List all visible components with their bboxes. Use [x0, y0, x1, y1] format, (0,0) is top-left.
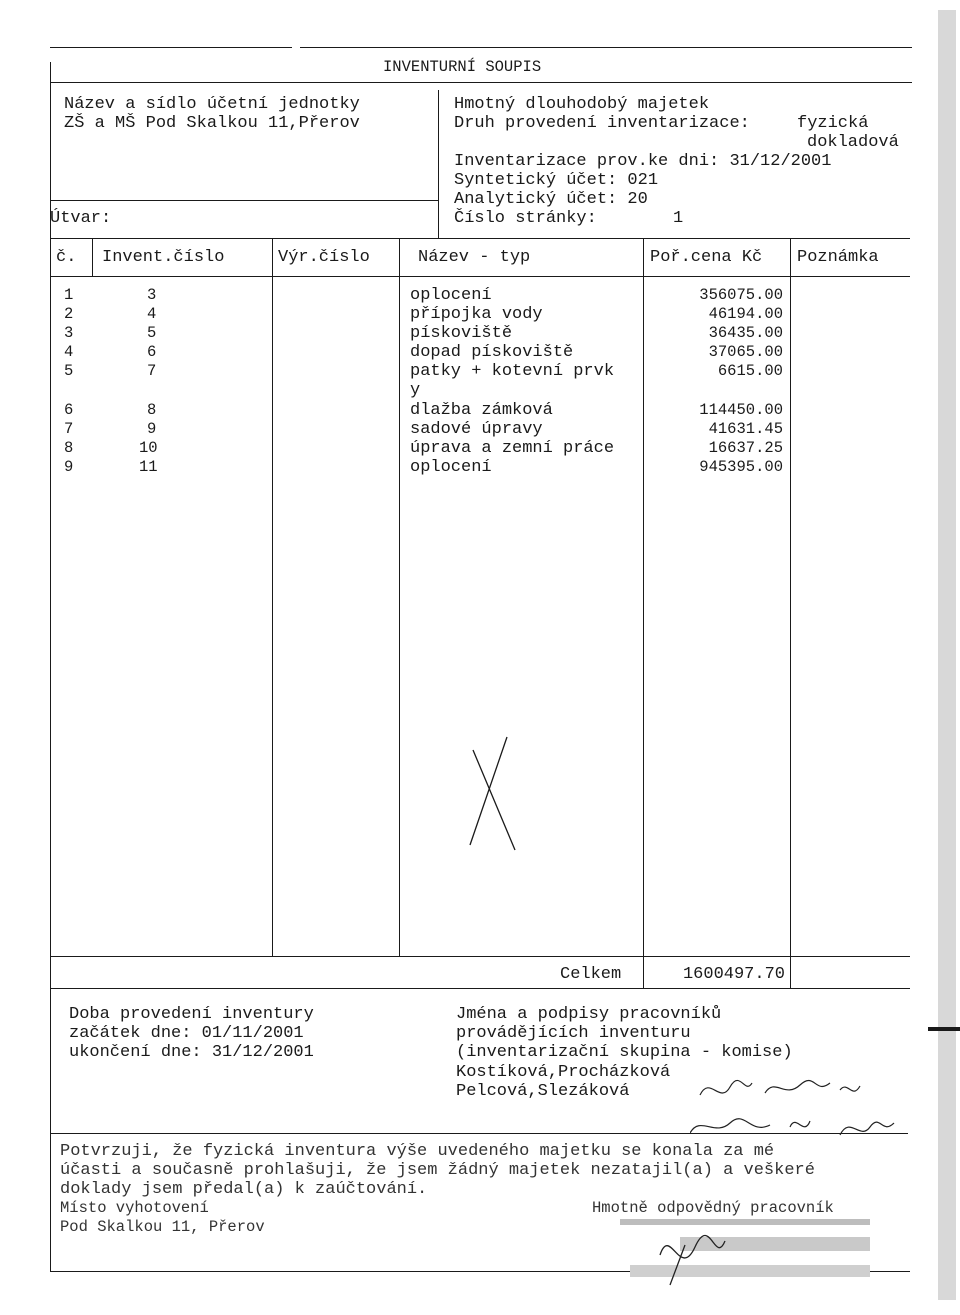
row-inventory-number: 7 — [147, 362, 157, 380]
row-price: 41631.45 — [708, 420, 783, 438]
row-inventory-number: 8 — [147, 401, 157, 419]
row-inventory-number: 4 — [147, 305, 157, 323]
row-inventory-number: 10 — [139, 439, 158, 457]
row-inventory-number: 11 — [139, 458, 158, 476]
method-value-physical: fyzická — [797, 114, 869, 133]
page-number: 1 — [673, 209, 684, 228]
row-price: 114450.00 — [699, 401, 783, 419]
col-header-inventory-number: Invent.číslo — [102, 248, 225, 267]
place-value: Pod Skalkou 11, Přerov — [60, 1218, 265, 1236]
row-number: 8 — [64, 439, 74, 457]
col-sep-2 — [272, 238, 273, 956]
row-number: 3 — [64, 324, 74, 342]
page-label: Číslo stránky: — [454, 209, 597, 228]
row-number: 1 — [64, 286, 74, 304]
row-number: 7 — [64, 420, 74, 438]
row-name: úprava a zemní práce — [410, 439, 615, 458]
row-number: 5 — [64, 362, 74, 380]
method-value-document: dokladová — [807, 133, 899, 152]
strike-stroke-1 — [473, 750, 515, 850]
entity-value: ZŠ a MŠ Pod Skalkou 11,Přerov — [64, 114, 360, 133]
method-label: Druh provedení inventarizace: — [454, 114, 750, 133]
entity-label: Název a sídlo účetní jednotky — [64, 95, 360, 114]
total-row-top — [50, 956, 910, 957]
col-header-no: č. — [56, 248, 77, 267]
row-name: patky + kotevní prvk — [410, 362, 615, 381]
row-inventory-number: 6 — [147, 343, 157, 361]
place-label: Místo vyhotovení — [60, 1199, 209, 1217]
col-header-name-type: Název - typ — [418, 248, 531, 267]
duration-title: Doba provedení inventury — [69, 1005, 314, 1024]
row-name-continuation: y — [410, 381, 421, 400]
row-price: 36435.00 — [708, 324, 783, 342]
stamp-line-2 — [680, 1237, 870, 1251]
handwritten-signatures — [690, 1065, 920, 1145]
strike-out-mark — [465, 735, 525, 855]
col-sep-1 — [92, 238, 93, 276]
synthetic-account: Syntetický účet: 021 — [454, 171, 659, 190]
row-name: oplocení — [410, 286, 492, 305]
row-name: přípojka vody — [410, 305, 543, 324]
school-stamp — [610, 1215, 890, 1290]
row-name: pískoviště — [410, 324, 513, 343]
col-header-serial-number: Výr.číslo — [278, 248, 370, 267]
row-number: 2 — [64, 305, 74, 323]
duration-start: začátek dne: 01/11/2001 — [69, 1024, 304, 1043]
col-header-note: Poznámka — [797, 248, 879, 267]
right-edge-mark — [938, 10, 956, 1300]
row-name: dlažba zámková — [410, 401, 553, 420]
stamp-line-3 — [630, 1265, 870, 1277]
entity-underline — [50, 200, 438, 201]
signatures-line3: (inventarizační skupina - komise) — [456, 1043, 793, 1062]
row-inventory-number: 3 — [147, 286, 157, 304]
total-row-bottom — [50, 988, 910, 989]
row-inventory-number: 5 — [147, 324, 157, 342]
row-number: 9 — [64, 458, 74, 476]
table-top-border — [50, 238, 910, 239]
inventory-date: Inventarizace prov.ke dni: 31/12/2001 — [454, 152, 832, 171]
document-title: INVENTURNÍ SOUPIS — [383, 58, 542, 76]
signature-1 — [700, 1080, 752, 1095]
row-price: 945395.00 — [699, 458, 783, 476]
top-rule-left — [50, 47, 292, 48]
duration-end: ukončení dne: 31/12/2001 — [69, 1043, 314, 1062]
row-name: sadové úpravy — [410, 420, 543, 439]
confirmation-line-3: doklady jsem předal(a) k zaúčtování. — [60, 1180, 428, 1199]
unit-label: Útvar: — [50, 209, 112, 228]
signature-2 — [765, 1080, 860, 1093]
signature-3 — [690, 1119, 770, 1133]
total-value: 1600497.70 — [682, 965, 785, 984]
row-name: oplocení — [410, 458, 492, 477]
signature-4 — [790, 1121, 894, 1135]
analytic-account: Analytický účet: 20 — [454, 190, 648, 209]
col-header-price: Poř.cena Kč — [650, 248, 763, 267]
row-inventory-number: 9 — [147, 420, 157, 438]
row-number: 4 — [64, 343, 74, 361]
col-sep-3 — [399, 238, 400, 956]
col-sep-4 — [643, 238, 644, 988]
row-price: 37065.00 — [708, 343, 783, 361]
row-price: 46194.00 — [708, 305, 783, 323]
confirmation-line-1: Potvrzuji, že fyzická inventura výše uvedeného majetku se konala za mé — [60, 1142, 775, 1161]
signatures-title: Jména a podpisy pracovníků — [456, 1005, 722, 1024]
row-price: 356075.00 — [699, 286, 783, 304]
row-price: 16637.25 — [708, 439, 783, 457]
col-sep-5 — [790, 238, 791, 988]
confirmation-line-2: účasti a současně prohlašuji, že jsem žádný majetek nezatajil(a) a veškeré — [60, 1161, 815, 1180]
outer-left-border — [50, 62, 51, 1272]
strike-stroke-2 — [470, 737, 507, 845]
header-divider — [438, 90, 439, 238]
title-underline — [50, 82, 912, 83]
signatures-names-2: Pelcová,Slezáková — [456, 1082, 630, 1101]
signatures-line2: provádějících inventuru — [456, 1024, 691, 1043]
stamp-line-1 — [620, 1219, 870, 1225]
header-row-bottom — [50, 276, 910, 277]
top-rule-right — [300, 47, 912, 48]
responsible-person-label: Hmotně odpovědný pracovník — [592, 1199, 834, 1217]
total-label: Celkem — [560, 965, 622, 984]
row-price: 6615.00 — [717, 362, 783, 380]
signatures-names-1: Kostíková,Procházková — [456, 1063, 671, 1082]
row-number: 6 — [64, 401, 74, 419]
asset-type: Hmotný dlouhodobý majetek — [454, 95, 710, 114]
margin-mark — [928, 1027, 960, 1031]
row-name: dopad pískoviště — [410, 343, 574, 362]
